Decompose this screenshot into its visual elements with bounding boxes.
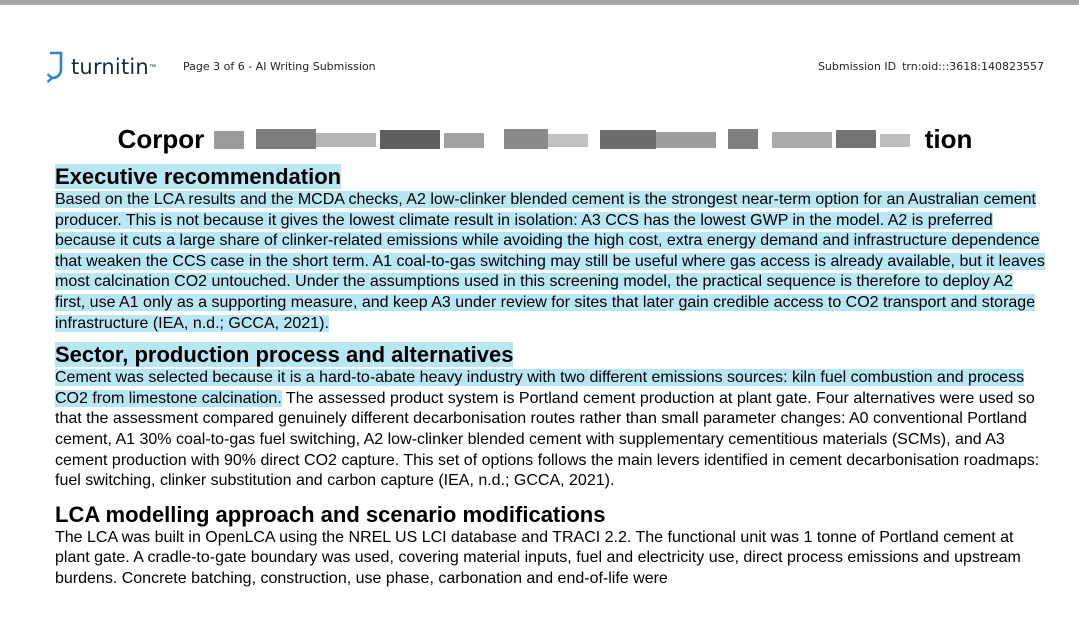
- plain-text: The assessed product system is Portland cement production at plant gate. Four alternatives were used so that the assessment compared genuinely different decarbonisation routes rather than small parameter changes: A0 conventional Portland cement, A1 30% coal-to-gas fuel switching, A2 low-clinker blended cement with supplementary cementitious materials (SCMs), and A3 cement production with 90% direct CO2 capture. This set of options follows the main levers identified in cement decarbonisation roadmaps: fuel switching, clinker substitution and carbon capture (IEA, n.d.; GCCA, 2021).: [55, 389, 1040, 490]
- submission-id-label: Submission ID: [817, 60, 897, 73]
- turnitin-mark-icon: [46, 50, 66, 84]
- paragraph: [55, 190, 1045, 334]
- document-title: [0, 124, 1079, 155]
- section-heading: Executive recommendation: [55, 164, 342, 189]
- section-executive-recommendation: [55, 163, 1045, 334]
- brand-name: turnitin: [71, 55, 149, 79]
- section-sector-production: [55, 341, 1045, 492]
- viewer-top-bar: [0, 0, 1079, 5]
- section-heading: LCA modelling approach and scenario modifications: [55, 501, 606, 527]
- page-info: Page 3 of 6 - AI Writing Submission: [183, 60, 376, 73]
- submission-id: [818, 60, 1044, 73]
- highlighted-text: Based on the LCA results and the MCDA checks, A2 low-clinker blended cement is the strongest near-term option for an Australian cement producer. This is not because it gives the lowest climate result in isolation: A3 CCS has the lowest GWP in the model. A2 is preferred because it cuts a large share of clinker-related emissions while avoiding the high cost, extra energy demand and infrastructure dependence that weaken the CCS case in the short term. A1 coal-to-gas switching may still be useful where gas access is already available, but it leaves most calcination CO2 untouched. Under the assumptions used in this screening model, the practical sequence is therefore to deploy A2 first, use A1 only as a supporting measure, and keep A3 under review for sites that later gain credible access to CO2 transport and storage infrastructure (IEA, n.d.; GCCA, 2021).: [55, 191, 1045, 332]
- title-redacted: [212, 127, 918, 151]
- paragraph: [55, 528, 1045, 590]
- document-body: [55, 163, 1045, 590]
- title-start: Corpor: [117, 124, 205, 154]
- title-end: tion: [924, 124, 973, 154]
- paragraph: [55, 368, 1045, 492]
- highlighted-text: Cement was selected because it is a hard-to-abate heavy industry with two different emissions sources: kiln fuel combustion and process CO2 from limestone calcination.: [55, 369, 1025, 407]
- submission-id-value: trn:oid:::3618:140823557: [902, 60, 1044, 73]
- plain-text: The LCA was built in OpenLCA using the NREL US LCI database and TRACI 2.2. The functional unit was 1 tonne of Portland cement at plant gate. A cradle-to-gate boundary was used, covering material inputs, fuel and electricity use, direct process emissions and upstream burdens. Concrete batching, construction, use phase, carbonation and end-of-life were: [55, 528, 1021, 587]
- redaction-pixelation: [212, 127, 918, 153]
- turnitin-logo: [46, 50, 156, 84]
- trademark-symbol: ™: [148, 63, 156, 71]
- section-heading: Sector, production process and alternatives: [55, 342, 514, 368]
- section-lca-modelling: [55, 501, 1045, 590]
